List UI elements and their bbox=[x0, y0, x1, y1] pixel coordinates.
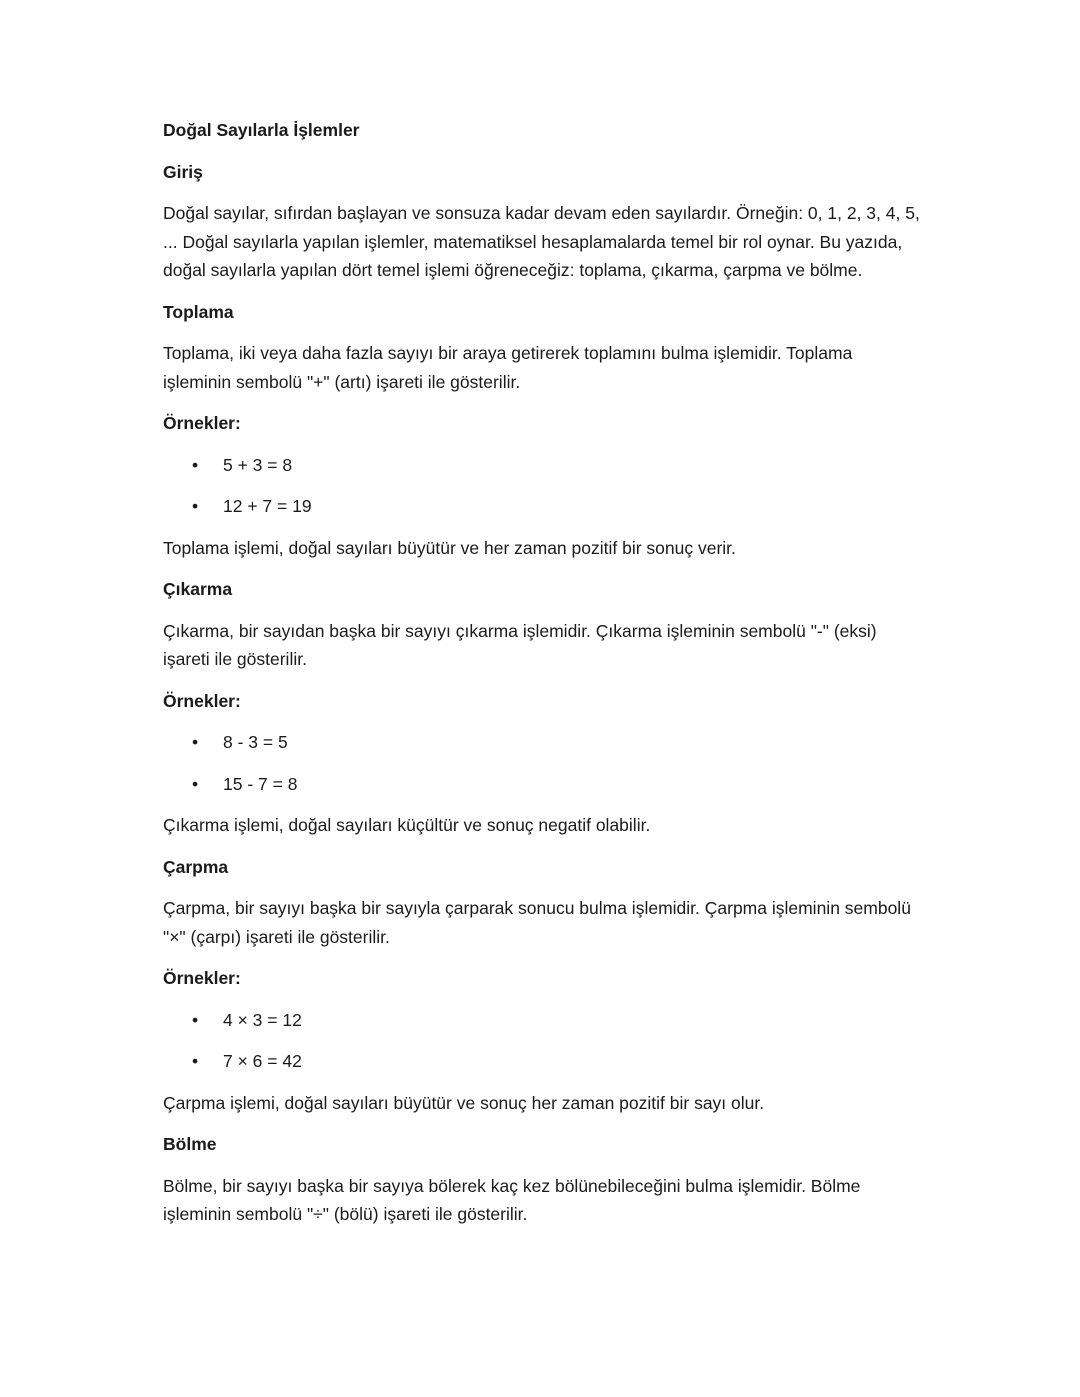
list-item bbox=[163, 451, 923, 480]
list-item bbox=[163, 770, 923, 799]
example-expression: 8 - 3 = 5 bbox=[223, 732, 288, 752]
section-text-bolme: Bölme, bir sayıyı başka bir sayıya bölerek kaç kez bölünebileceğini bulma işlemidir. Bölme işleminin sembolü "÷" (bölü) işareti ile gösterilir. bbox=[163, 1175, 861, 1224]
document-page bbox=[163, 116, 923, 1229]
examples-heading-carpma: Örnekler: bbox=[163, 968, 241, 988]
examples-list-cikarma bbox=[163, 728, 923, 798]
bullet-icon: • bbox=[192, 1009, 199, 1030]
examples-list-toplama bbox=[163, 451, 923, 521]
example-expression: 12 + 7 = 19 bbox=[223, 496, 312, 516]
section-note-cikarma: Çıkarma işlemi, doğal sayıları küçültür ve sonuç negatif olabilir. bbox=[163, 815, 651, 835]
section-note-carpma: Çarpma işlemi, doğal sayıları büyütür ve sonuç her zaman pozitif bir sayı olur. bbox=[163, 1092, 765, 1113]
examples-heading-toplama: Örnekler: bbox=[163, 413, 241, 433]
section-heading-toplama: Toplama bbox=[163, 301, 234, 322]
document-title: Doğal Sayılarla İşlemler bbox=[163, 120, 360, 140]
intro-paragraph: Doğal sayılar, sıfırdan başlayan ve sonsuza kadar devam eden sayılardır. Örneğin: 0, 1, 2, 3, 4, 5, ... Doğal sayılarla yapılan işlemler, matematiksel hesaplamalarda temel bir rol oynar. Bu yazıda, doğal sayılarla yapılan dört temel işlemi öğreneceğiz: toplama, çıkarma, çarpma ve bölme. bbox=[163, 203, 920, 280]
examples-heading-cikarma: Örnekler: bbox=[163, 690, 241, 711]
section-text-toplama: Toplama, iki veya daha fazla sayıyı bir araya getirerek toplamını bulma işlemidir. Toplama işleminin sembolü "+" (artı) işareti ile gösterilir. bbox=[163, 343, 853, 392]
bullet-icon: • bbox=[192, 454, 199, 475]
intro-heading: Giriş bbox=[163, 161, 203, 182]
section-heading-bolme: Bölme bbox=[163, 1134, 217, 1154]
list-item bbox=[163, 1047, 923, 1076]
section-heading-cikarma: Çıkarma bbox=[163, 579, 233, 599]
example-expression: 7 × 6 = 42 bbox=[223, 1051, 302, 1071]
list-item bbox=[163, 1006, 923, 1035]
bullet-icon: • bbox=[192, 773, 199, 794]
section-text-cikarma: Çıkarma, bir sayıdan başka bir sayıyı çıkarma işlemidir. Çıkarma işleminin sembolü "-" (eksi) işareti ile gösterilir. bbox=[163, 620, 877, 669]
bullet-icon: • bbox=[192, 1051, 199, 1071]
bullet-icon: • bbox=[192, 732, 199, 752]
examples-list-carpma bbox=[163, 1006, 923, 1076]
example-expression: 5 + 3 = 8 bbox=[223, 454, 293, 475]
list-item bbox=[163, 492, 923, 521]
example-expression: 15 - 7 = 8 bbox=[223, 773, 298, 794]
bullet-icon: • bbox=[192, 496, 199, 516]
example-expression: 4 × 3 = 12 bbox=[223, 1009, 302, 1030]
list-item bbox=[163, 728, 923, 757]
section-heading-carpma: Çarpma bbox=[163, 856, 229, 877]
section-note-toplama: Toplama işlemi, doğal sayıları büyütür ve her zaman pozitif bir sonuç verir. bbox=[163, 537, 736, 558]
section-text-carpma: Çarpma, bir sayıyı başka bir sayıyla çarparak sonucu bulma işlemidir. Çarpma işleminin sembolü "×" (çarpı) işareti ile gösterilir. bbox=[163, 898, 911, 947]
